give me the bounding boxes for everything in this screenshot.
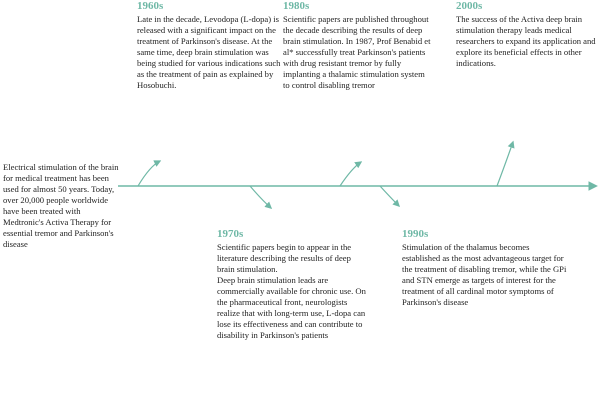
- event-1990s: [402, 228, 567, 308]
- decade-2000s-label: 2000s: [456, 0, 483, 12]
- decade-1990s-label: 1990s: [402, 228, 429, 240]
- event-2000s: [456, 0, 596, 69]
- decade-1960s-label: 1960s: [137, 0, 164, 12]
- event-1970s: [217, 228, 367, 341]
- connector-1960s-arrow: [138, 161, 160, 186]
- intro-text-block: [3, 162, 121, 250]
- connector-2000s-arrow: [497, 142, 513, 186]
- connector-1970s-arrow: [250, 186, 271, 208]
- event-1990s-text: Stimulation of the thalamus becomes established as the most advantageous target for the treatment of disabling tremor, while the GPi and STN emerge as targets of interest for the treatment of all cardinal motor symptoms of Parkinson's disease: [402, 242, 567, 308]
- decade-1970s-label: 1970s: [217, 228, 244, 240]
- connector-1980s-arrow: [340, 162, 361, 186]
- event-1980s-text: Scientific papers are published throughout the decade describing the results of deep brain stimulation. In 1987, Prof Benabid et al* successfully treat Parkinson's patients with drug resistant tremor by fully implanting a thalamic stimulation system to control disabling tremor: [283, 14, 431, 91]
- event-1970s-text: Scientific papers begin to appear in the literature describing the results of deep brain stimulation. Deep brain stimulation leads are commercially available for chronic use. On the pharmaceutical front, neurologists realize that with long-term use, L-dopa can lose its effectiveness and can contribute to disability in Parkinson's patients: [217, 242, 366, 341]
- intro-text: Electrical stimulation of the brain for medical treatment has been used for almost 50 years. Today, over 20,000 people worldwide have been treated with Medtronic's Activa Therapy for essential tremor and Parkinson's disease: [3, 162, 119, 249]
- event-1980s: [283, 0, 433, 91]
- event-2000s-text: The success of the Activa deep brain stimulation therapy leads medical researchers to expand its application and explore its beneficial effects in other indications.: [456, 14, 596, 69]
- decade-1980s-label: 1980s: [283, 0, 310, 12]
- connector-1990s-arrow: [380, 186, 399, 206]
- event-1960s: [137, 0, 287, 91]
- event-1960s-text: Late in the decade, Levodopa (L-dopa) is released with a significant impact on the treatment of Parkinson's disease. At the same time, deep brain stimulation was being studied for various indications such as the treatment of pain as explained by Hosobuchi.: [137, 14, 281, 91]
